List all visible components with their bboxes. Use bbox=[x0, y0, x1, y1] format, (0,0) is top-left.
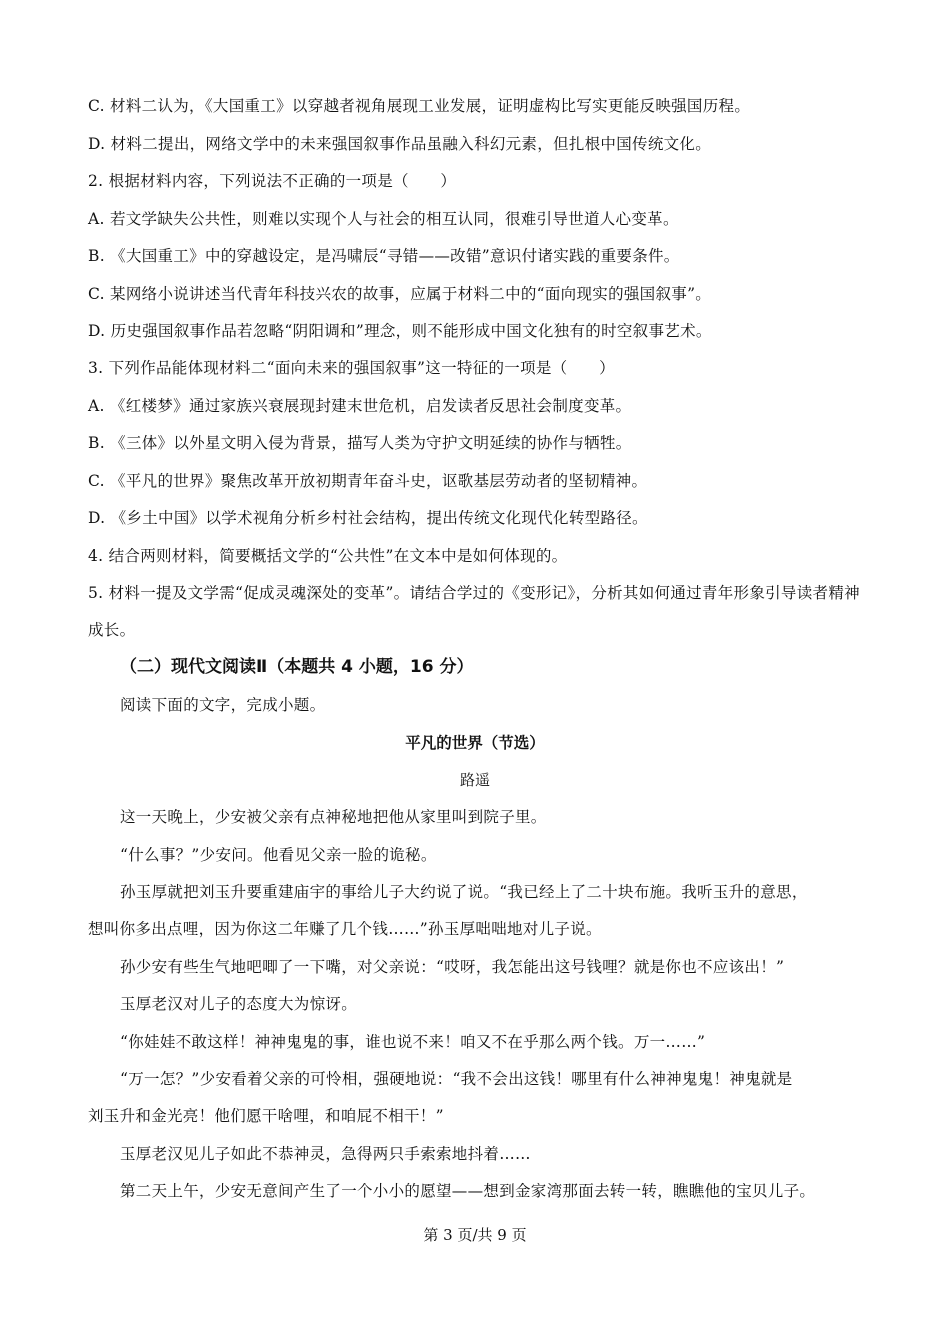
section-heading: （二）现代文阅读Ⅱ（本题共 4 小题，16 分） bbox=[120, 657, 474, 677]
passage-paragraph: “什么事？”少安问。他看见父亲一脸的诡秘。 bbox=[120, 846, 437, 864]
question-3: 3. 下列作品能体现材料二“面向未来的强国叙事”这一特征的一项是（ ） bbox=[88, 359, 615, 377]
passage-paragraph-continued: 想叫你多出点哩，因为你这二年赚了几个钱……”孙玉厚咄咄地对儿子说。 bbox=[88, 920, 602, 938]
passage-paragraph: 玉厚老汉见儿子如此不恭神灵，急得两只手索索地抖着…… bbox=[120, 1145, 531, 1163]
passage-paragraph: 这一天晚上，少安被父亲有点神秘地把他从家里叫到院子里。 bbox=[120, 808, 547, 826]
option-c: C. 材料二认为，《大国重工》以穿越者视角展现工业发展，证明虚构比写实更能反映强国历程。 bbox=[88, 97, 751, 115]
question-4: 4. 结合两则材料，简要概括文学的“公共性”在文本中是如何体现的。 bbox=[88, 547, 568, 565]
question-2-option-c: C. 某网络小说讲述当代青年科技兴农的故事，应属于材料二中的“面向现实的强国叙事”。 bbox=[88, 285, 712, 303]
question-2-option-d: D. 历史强国叙事作品若忽略“阴阳调和”理念，则不能形成中国文化独有的时空叙事艺术。 bbox=[88, 322, 712, 340]
section-instruction: 阅读下面的文字，完成小题。 bbox=[120, 696, 326, 714]
question-3-option-b: B. 《三体》以外星文明入侵为背景，描写人类为守护文明延续的协作与牺牲。 bbox=[88, 434, 632, 452]
passage-title: 平凡的世界（节选） bbox=[405, 733, 545, 752]
passage-paragraph: 孙玉厚就把刘玉升要重建庙宇的事给儿子大约说了说。“我已经上了二十块布施。我听玉升的意思， bbox=[120, 883, 808, 901]
question-3-option-c: C. 《平凡的世界》聚焦改革开放初期青年奋斗史，讴歌基层劳动者的坚韧精神。 bbox=[88, 472, 648, 490]
passage-paragraph: “万一怎？”少安看着父亲的可怜相，强硬地说：“我不会出这钱！哪里有什么神神鬼鬼！神鬼就是 bbox=[120, 1070, 793, 1088]
question-3-option-d: D. 《乡土中国》以学术视角分析乡村社会结构，提出传统文化现代化转型路径。 bbox=[88, 509, 648, 527]
question-5: 5. 材料一提及文学需“促成灵魂深处的变革”。请结合学过的《变形记》，分析其如何通过青年形象引导读者精神成长。 bbox=[88, 584, 860, 639]
question-2: 2. 根据材料内容，下列说法不正确的一项是（ ） bbox=[88, 172, 457, 190]
passage-paragraph-continued: 刘玉升和金光亮！他们愿干啥哩，和咱屁不相干！” bbox=[88, 1107, 444, 1125]
option-d: D. 材料二提出，网络文学中的未来强国叙事作品虽融入科幻元素，但扎根中国传统文化。 bbox=[88, 135, 712, 153]
passage-paragraph: 第二天上午，少安无意间产生了一个小小的愿望——想到金家湾那面去转一转，瞧瞧他的宝贝儿子。 bbox=[120, 1182, 816, 1200]
passage-paragraph: “你娃娃不敢这样！神神鬼鬼的事，谁也说不来！咱又不在乎那么两个钱。万一……” bbox=[120, 1033, 706, 1051]
passage-author: 路遥 bbox=[459, 771, 490, 789]
question-3-option-a: A. 《红楼梦》通过家族兴衰展现封建末世危机，启发读者反思社会制度变革。 bbox=[88, 397, 632, 415]
passage-paragraph: 孙少安有些生气地吧唧了一下嘴，对父亲说：“哎呀，我怎能出这号钱哩？就是你也不应该出！” bbox=[120, 958, 785, 976]
question-2-option-b: B. 《大国重工》中的穿越设定，是冯啸辰“寻错——改错”意识付诸实践的重要条件。 bbox=[88, 247, 680, 265]
page-footer: 第 3 页/共 9 页 bbox=[423, 1226, 527, 1244]
passage-paragraph: 玉厚老汉对儿子的态度大为惊讶。 bbox=[120, 995, 358, 1013]
question-2-option-a: A. 若文学缺失公共性，则难以实现个人与社会的相互认同，很难引导世道人心变革。 bbox=[88, 210, 679, 228]
